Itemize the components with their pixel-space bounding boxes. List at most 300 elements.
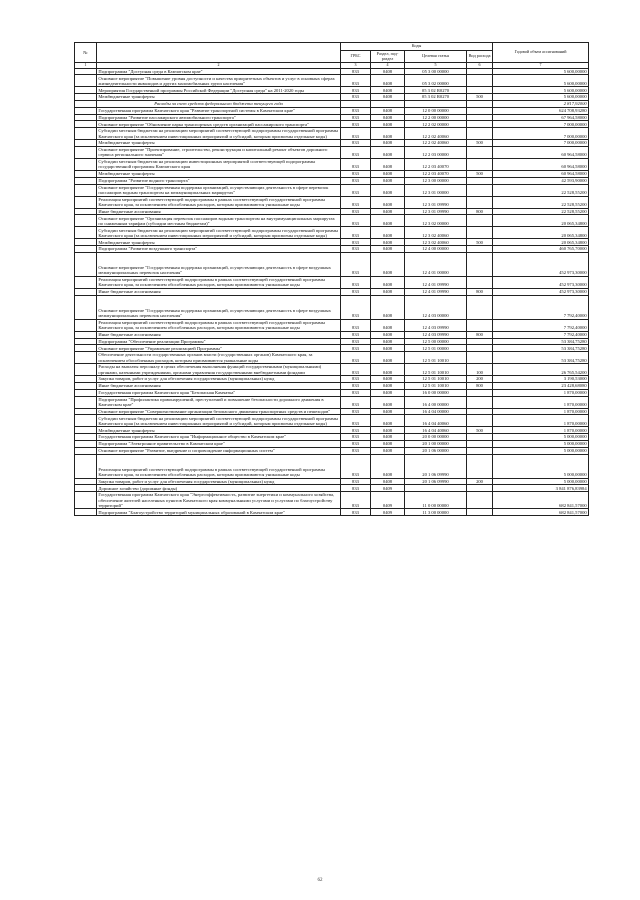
table-row — [75, 177, 589, 184]
row-grbs: 833 — [341, 427, 371, 434]
row-grbs: 833 — [341, 239, 371, 246]
table-row — [75, 376, 589, 383]
table-row — [75, 364, 589, 376]
page-number: 62 — [317, 878, 323, 883]
row-sum: 23 428,68080 — [493, 382, 589, 389]
row-name: Подпрограмма "Развитие водного транспорта" — [97, 177, 341, 184]
row-expense-type: 200 — [467, 376, 493, 383]
row-grbs: 833 — [341, 87, 371, 94]
row-sum: 1 870,00000 — [493, 396, 589, 408]
row-target-article: 12 4 01 09990 — [405, 276, 467, 288]
table-row — [75, 485, 589, 492]
table-row — [75, 94, 589, 101]
row-razdel: 0408 — [371, 107, 405, 114]
row-expense-type — [467, 177, 493, 184]
row-target-article: 12 2 03 00000 — [405, 146, 467, 158]
row-number — [75, 319, 97, 331]
row-expense-type — [467, 114, 493, 121]
table-row — [75, 427, 589, 434]
row-grbs: 833 — [341, 440, 371, 447]
row-razdel: 0408 — [371, 295, 405, 319]
row-number — [75, 352, 97, 364]
row-grbs: 833 — [341, 146, 371, 158]
row-name: Иные бюджетные ассигнования — [97, 288, 341, 295]
row-sum: 60 964,58000 — [493, 158, 589, 170]
row-grbs: 833 — [341, 140, 371, 147]
row-grbs: 833 — [341, 352, 371, 364]
row-sum: 7 792,40000 — [493, 319, 589, 331]
row-target-article: 12 4 01 00000 — [405, 252, 467, 276]
row-grbs: 833 — [341, 252, 371, 276]
row-expense-type — [467, 396, 493, 408]
table-row — [75, 121, 589, 128]
table-row — [75, 434, 589, 441]
row-name: Подпрограмма "Развитие воздушного транспорта" — [97, 246, 341, 253]
header-sum: Годовой объем ассигнований — [493, 43, 589, 63]
row-target-article: 12 5 00 00000 — [405, 338, 467, 345]
row-grbs: 833 — [341, 389, 371, 396]
table-row — [75, 389, 589, 396]
table-row — [75, 158, 589, 170]
row-grbs: 833 — [341, 447, 371, 454]
row-grbs: 833 — [341, 364, 371, 376]
row-target-article: 16 4 04 40060 — [405, 415, 467, 427]
row-sum: 42 593,90000 — [493, 177, 589, 184]
table-row — [75, 331, 589, 338]
row-expense-type — [467, 196, 493, 208]
row-grbs: 833 — [341, 408, 371, 415]
row-razdel: 0408 — [371, 239, 405, 246]
row-sum: 1 870,00000 — [493, 389, 589, 396]
row-sum: 60 964,58000 — [493, 146, 589, 158]
row-razdel: 0408 — [371, 208, 405, 215]
row-grbs: 833 — [341, 331, 371, 338]
row-expense-type: 500 — [467, 94, 493, 101]
row-razdel: 0408 — [371, 352, 405, 364]
row-sum: 20 065,34800 — [493, 215, 589, 227]
row-number — [75, 68, 97, 75]
row-sum: 5 600,00000 — [493, 68, 589, 75]
table-row — [75, 252, 589, 276]
table-row — [75, 447, 589, 454]
row-number — [75, 485, 97, 492]
row-number — [75, 492, 97, 509]
row-razdel: 0409 — [371, 492, 405, 509]
row-razdel: 0408 — [371, 338, 405, 345]
row-sum: 53 384,75280 — [493, 338, 589, 345]
row-number — [75, 140, 97, 147]
row-expense-type — [467, 68, 493, 75]
row-number — [75, 331, 97, 338]
col-index: 4 — [371, 63, 405, 69]
row-number — [75, 382, 97, 389]
row-name: Основное мероприятие "Повышение уровня доступности и качества приоритетных объектов и услуг в основных сферах жизнедеятельности инвалидов и других маломобильных групп населения" — [97, 75, 341, 87]
row-number — [75, 114, 97, 121]
row-expense-type — [467, 447, 493, 454]
row-razdel: 0408 — [371, 227, 405, 239]
row-target-article: 12 5 01 00000 — [405, 345, 467, 352]
row-name: Основное мероприятие "Государственная поддержка организаций, осуществляющих деятельность в сфере перевозок пассажиров водным транспортом на межмуниципальных маршрутах" — [97, 184, 341, 196]
row-target-article: 12 3 00 00000 — [405, 177, 467, 184]
row-sum: 7 000,00000 — [493, 121, 589, 128]
row-sum: 5 600,00000 — [493, 75, 589, 87]
col-index: 2 — [97, 63, 341, 69]
row-razdel: 0408 — [371, 68, 405, 75]
row-name: Мероприятия Государственной программы Российской Федерации "Доступная среда" на 2011-2020 годы — [97, 87, 341, 94]
row-name: Межбюджетные трансферты — [97, 94, 341, 101]
row-target-article: 12 4 03 09990 — [405, 331, 467, 338]
row-sum: 460 765,70000 — [493, 246, 589, 253]
row-target-article: 12 2 03 40070 — [405, 158, 467, 170]
row-expense-type — [467, 319, 493, 331]
row-grbs: 833 — [341, 128, 371, 140]
row-target-article: 05 3 02 R0270 — [405, 94, 467, 101]
table-row — [75, 295, 589, 319]
row-expense-type: 800 — [467, 288, 493, 295]
row-number — [75, 170, 97, 177]
table-row — [75, 140, 589, 147]
header-codes: Коды — [341, 43, 493, 51]
row-number — [75, 158, 97, 170]
row-razdel: 0409 — [371, 485, 405, 492]
row-name: Основное мероприятие "Обновление парка транспортных средств организаций пассажирского транспорта" — [97, 121, 341, 128]
row-razdel: 0408 — [371, 114, 405, 121]
row-grbs: 833 — [341, 107, 371, 114]
row-grbs: 833 — [341, 114, 371, 121]
row-sum: 682 841,57000 — [493, 492, 589, 509]
row-target-article: 12 4 01 09990 — [405, 288, 467, 295]
row-expense-type — [467, 100, 493, 107]
row-target-article: 12 2 02 40060 — [405, 140, 467, 147]
row-expense-type — [467, 389, 493, 396]
row-grbs: 833 — [341, 454, 371, 478]
row-sum: 5 600,00000 — [493, 94, 589, 101]
row-expense-type — [467, 454, 493, 478]
row-expense-type — [467, 128, 493, 140]
row-sum: 7 792,40000 — [493, 331, 589, 338]
row-razdel: 0408 — [371, 128, 405, 140]
table-row — [75, 509, 589, 516]
row-expense-type: 800 — [467, 331, 493, 338]
row-number — [75, 364, 97, 376]
row-razdel: 0408 — [371, 121, 405, 128]
row-name: Субсидии местным бюджетам на реализацию мероприятий соответствующей подпрограммы государственной программы Камчатского края (за исключением инвестиционных мероприятий и субсидий, которым присвоены отдельные коды) — [97, 128, 341, 140]
row-expense-type: 500 — [467, 239, 493, 246]
row-grbs: 833 — [341, 295, 371, 319]
row-grbs: 833 — [341, 246, 371, 253]
row-name: Межбюджетные трансферты — [97, 170, 341, 177]
row-target-article: 12 0 00 00000 — [405, 107, 467, 114]
row-number — [75, 215, 97, 227]
row-razdel: 0408 — [371, 454, 405, 478]
row-target-article: 12 3 01 09990 — [405, 208, 467, 215]
table-row — [75, 319, 589, 331]
row-grbs: 833 — [341, 121, 371, 128]
row-target-article: 11 0 00 00000 — [405, 492, 467, 509]
row-razdel: 0408 — [371, 345, 405, 352]
row-expense-type — [467, 252, 493, 276]
row-sum: 452 973,30000 — [493, 276, 589, 288]
row-number — [75, 87, 97, 94]
table-row — [75, 208, 589, 215]
row-number — [75, 100, 97, 107]
row-name: Обеспечение деятельности государственных органов власти (государственных органов) Камчатского края, за исключением обособленных расходов, которым присваиваются уникальные коды — [97, 352, 341, 364]
row-sum: 22 528,55200 — [493, 184, 589, 196]
row-sum: 624 708,93280 — [493, 107, 589, 114]
row-razdel: 0408 — [371, 94, 405, 101]
row-razdel: 0408 — [371, 319, 405, 331]
row-target-article: 12 2 02 00000 — [405, 121, 467, 128]
row-target-article: 12 4 03 09990 — [405, 319, 467, 331]
table-row — [75, 440, 589, 447]
table-row — [75, 239, 589, 246]
row-number — [75, 288, 97, 295]
row-grbs: 833 — [341, 382, 371, 389]
row-name: Дорожное хозяйство (дорожные фонды) — [97, 485, 341, 492]
row-name: Государственная программа Камчатского края "Информационное общество в Камчатском крае" — [97, 434, 341, 441]
row-target-article: 05 3 00 00000 — [405, 68, 467, 75]
row-grbs: 833 — [341, 492, 371, 509]
row-number — [75, 389, 97, 396]
table-row — [75, 288, 589, 295]
row-expense-type — [467, 146, 493, 158]
row-target-article: 12 5 01 10010 — [405, 352, 467, 364]
row-target-article — [405, 485, 467, 492]
row-razdel: 0408 — [371, 376, 405, 383]
row-name: Закупка товаров, работ и услуг для обеспечения государственных (муниципальных) нужд — [97, 376, 341, 383]
row-sum: 26 765,54200 — [493, 364, 589, 376]
row-name: Подпрограмма "Развитие пассажирского автомобильного транспорта" — [97, 114, 341, 121]
row-number — [75, 276, 97, 288]
row-number — [75, 252, 97, 276]
row-name: Подпрограмма "Профилактика правонарушений, преступлений и повышение безопасности дорожного движения в Камчатском крае" — [97, 396, 341, 408]
row-target-article: 12 5 01 10010 — [405, 364, 467, 376]
row-target-article: 12 3 02 40060 — [405, 239, 467, 246]
row-expense-type — [467, 158, 493, 170]
row-number — [75, 208, 97, 215]
row-number — [75, 246, 97, 253]
row-expense-type — [467, 345, 493, 352]
row-grbs: 833 — [341, 396, 371, 408]
row-razdel: 0408 — [371, 140, 405, 147]
row-number — [75, 196, 97, 208]
row-razdel: 0408 — [371, 276, 405, 288]
row-grbs: 833 — [341, 509, 371, 516]
row-number — [75, 376, 97, 383]
col-index: 6 — [467, 63, 493, 69]
table-row — [75, 184, 589, 196]
row-name: Иные бюджетные ассигнования — [97, 208, 341, 215]
row-grbs: 833 — [341, 415, 371, 427]
table-row — [75, 454, 589, 478]
row-razdel: 0408 — [371, 427, 405, 434]
row-razdel: 0408 — [371, 288, 405, 295]
row-sum: 3 841 876,83984 — [493, 485, 589, 492]
row-razdel: 0408 — [371, 246, 405, 253]
row-grbs: 833 — [341, 196, 371, 208]
row-sum: 20 065,34800 — [493, 227, 589, 239]
header-razdel: Раздел, под-раздел — [371, 51, 405, 63]
row-name: Расходы за счет средств федерального бюджета текущего года — [97, 100, 341, 107]
row-target-article: 05 3 02 00000 — [405, 75, 467, 87]
row-target-article: 12 3 02 40060 — [405, 227, 467, 239]
row-expense-type — [467, 276, 493, 288]
table-row — [75, 345, 589, 352]
row-name: Основное мероприятие "Государственная поддержка организаций, осуществляющих деятельность в сфере воздушных межмуниципальных перевозок населения" — [97, 295, 341, 319]
row-razdel: 0408 — [371, 396, 405, 408]
table-row — [75, 492, 589, 509]
row-name: Реализация мероприятий соответствующей подпрограммы в рамках соответствующей государственной программы Камчатского края, за исключением обособленных расходов, которым присваиваются уникальные коды — [97, 276, 341, 288]
table-header — [75, 43, 589, 69]
row-number — [75, 338, 97, 345]
row-expense-type: 500 — [467, 170, 493, 177]
row-name: Основное мероприятие "Государственная поддержка организаций, осуществляющих деятельность в сфере воздушных межмуниципальных перевозок населения" — [97, 252, 341, 276]
document-page — [74, 42, 588, 516]
row-name: Межбюджетные трансферты — [97, 140, 341, 147]
row-sum: 3 190,53000 — [493, 376, 589, 383]
row-name: Реализация мероприятий соответствующей подпрограммы в рамках соответствующей государственной программы Камчатского края, за исключением обособленных расходов, которым присваиваются уникальные коды — [97, 196, 341, 208]
table-row — [75, 87, 589, 94]
row-name: Государственная программа Камчатского края "Энергоэффективность, развитие энергетики и коммунального хозяйства, обеспечение жителей населенных пунктов Камчатского края коммунальными услугами и услугами по благоустройству территорий" — [97, 492, 341, 509]
col-index: 3 — [341, 63, 371, 69]
row-target-article: 20 0 00 00000 — [405, 434, 467, 441]
row-razdel: 0408 — [371, 170, 405, 177]
row-sum: 5 000,00000 — [493, 447, 589, 454]
row-sum: 60 964,58000 — [493, 170, 589, 177]
col-index: 1 — [75, 63, 97, 69]
table-row — [75, 215, 589, 227]
row-name: Субсидии местным бюджетам на реализацию мероприятий соответствующей подпрограммы государственной программы Камчатского края (за исключением инвестиционных мероприятий и субсидий, которым присвоены отдельные коды) — [97, 415, 341, 427]
row-sum: 7 000,00000 — [493, 140, 589, 147]
row-expense-type — [467, 352, 493, 364]
row-expense-type: 200 — [467, 478, 493, 485]
row-expense-type: 800 — [467, 382, 493, 389]
row-razdel: 0408 — [371, 434, 405, 441]
header-grbs: ГРБС — [341, 51, 371, 63]
row-grbs: 833 — [341, 170, 371, 177]
row-expense-type — [467, 184, 493, 196]
table-row — [75, 276, 589, 288]
row-name: Субсидии местным бюджетам на реализацию инвестиционных мероприятий соответствующей подпрограммы государственной программы Камчатского края — [97, 158, 341, 170]
row-number — [75, 177, 97, 184]
row-name: Основное мероприятие "Совершенствование организации безопасного движения транспортных средств и пешеходов" — [97, 408, 341, 415]
row-grbs: 833 — [341, 288, 371, 295]
row-target-article: 12 4 03 00000 — [405, 295, 467, 319]
row-name: Основное мероприятие "Организация перевозок пассажиров водным транспортом на внутримуниципальных маршрутах по сниженным тарифам (субсидии местным бюджетам)" — [97, 215, 341, 227]
row-sum: 7 792,40000 — [493, 295, 589, 319]
row-number — [75, 128, 97, 140]
row-number — [75, 427, 97, 434]
row-name: Иные бюджетные ассигнования — [97, 382, 341, 389]
row-number — [75, 345, 97, 352]
row-razdel: 0408 — [371, 415, 405, 427]
row-grbs: 833 — [341, 215, 371, 227]
table-row — [75, 415, 589, 427]
row-number — [75, 454, 97, 478]
row-grbs: 833 — [341, 276, 371, 288]
row-sum: 5 000,00000 — [493, 478, 589, 485]
row-target-article: 16 4 00 00000 — [405, 396, 467, 408]
row-number — [75, 75, 97, 87]
row-grbs: 833 — [341, 338, 371, 345]
row-sum: 682 841,57000 — [493, 509, 589, 516]
budget-table — [74, 42, 589, 516]
row-name: Закупка товаров, работ и услуг для обеспечения государственных (муниципальных) нужд — [97, 478, 341, 485]
table-row — [75, 227, 589, 239]
row-sum: 67 964,58000 — [493, 114, 589, 121]
row-target-article: 12 3 01 00000 — [405, 184, 467, 196]
row-expense-type — [467, 338, 493, 345]
row-razdel: 0408 — [371, 184, 405, 196]
row-number — [75, 408, 97, 415]
row-number — [75, 146, 97, 158]
table-row — [75, 338, 589, 345]
row-target-article: 20 1 00 00000 — [405, 440, 467, 447]
table-row — [75, 170, 589, 177]
row-target-article: 12 3 02 00000 — [405, 215, 467, 227]
row-expense-type — [467, 509, 493, 516]
row-grbs: 833 — [341, 376, 371, 383]
row-grbs: 833 — [341, 177, 371, 184]
row-number — [75, 478, 97, 485]
row-razdel: 0408 — [371, 478, 405, 485]
row-target-article: 16 4 04 00000 — [405, 408, 467, 415]
row-razdel: 0408 — [371, 215, 405, 227]
table-row — [75, 246, 589, 253]
row-name: Реализация мероприятий соответствующей подпрограммы в рамках соответствующей государственной программы Камчатского края, за исключением обособленных расходов, которым присваиваются уникальные коды — [97, 319, 341, 331]
row-expense-type — [467, 492, 493, 509]
row-grbs — [341, 100, 371, 107]
row-target-article: 12 4 00 00000 — [405, 246, 467, 253]
row-target-article: 20 1 06 09990 — [405, 478, 467, 485]
row-number — [75, 94, 97, 101]
table-row — [75, 100, 589, 107]
row-expense-type — [467, 246, 493, 253]
row-grbs: 833 — [341, 485, 371, 492]
row-target-article: 20 1 06 09990 — [405, 454, 467, 478]
row-sum: 452 973,30000 — [493, 288, 589, 295]
row-razdel: 0408 — [371, 408, 405, 415]
row-razdel: 0409 — [371, 509, 405, 516]
row-expense-type — [467, 227, 493, 239]
row-sum: 53 384,75280 — [493, 345, 589, 352]
col-index: 5 — [405, 63, 467, 69]
row-razdel: 0408 — [371, 158, 405, 170]
row-razdel: 0408 — [371, 252, 405, 276]
row-expense-type: 800 — [467, 208, 493, 215]
table-row — [75, 382, 589, 389]
row-sum: 1 870,00000 — [493, 415, 589, 427]
row-expense-type — [467, 408, 493, 415]
row-sum: 5 000,00000 — [493, 454, 589, 478]
header-expense-type: Вид расхода — [467, 51, 493, 63]
row-grbs: 833 — [341, 208, 371, 215]
table-row — [75, 146, 589, 158]
table-row — [75, 478, 589, 485]
row-number — [75, 434, 97, 441]
row-name: Субсидии местным бюджетам на реализацию мероприятий соответствующей подпрограммы государственной программы Камчатского края (за исключением инвестиционных мероприятий и субсидий, которым присвоены отдельные коды) — [97, 227, 341, 239]
row-name: Межбюджетные трансферты — [97, 239, 341, 246]
row-razdel: 0408 — [371, 196, 405, 208]
row-name: Основное мероприятие "Проектирование, строительство, реконструкция и капитальный ремонт объектов дорожного сервиса регионального значения" — [97, 146, 341, 158]
row-number — [75, 415, 97, 427]
row-name: Основное мероприятие "Управление реализацией Программы" — [97, 345, 341, 352]
row-target-article: 12 2 03 40070 — [405, 170, 467, 177]
table-row — [75, 75, 589, 87]
row-name: Подпрограмма "Электронное правительство в Камчатском крае" — [97, 440, 341, 447]
table-row — [75, 352, 589, 364]
row-razdel: 0408 — [371, 382, 405, 389]
